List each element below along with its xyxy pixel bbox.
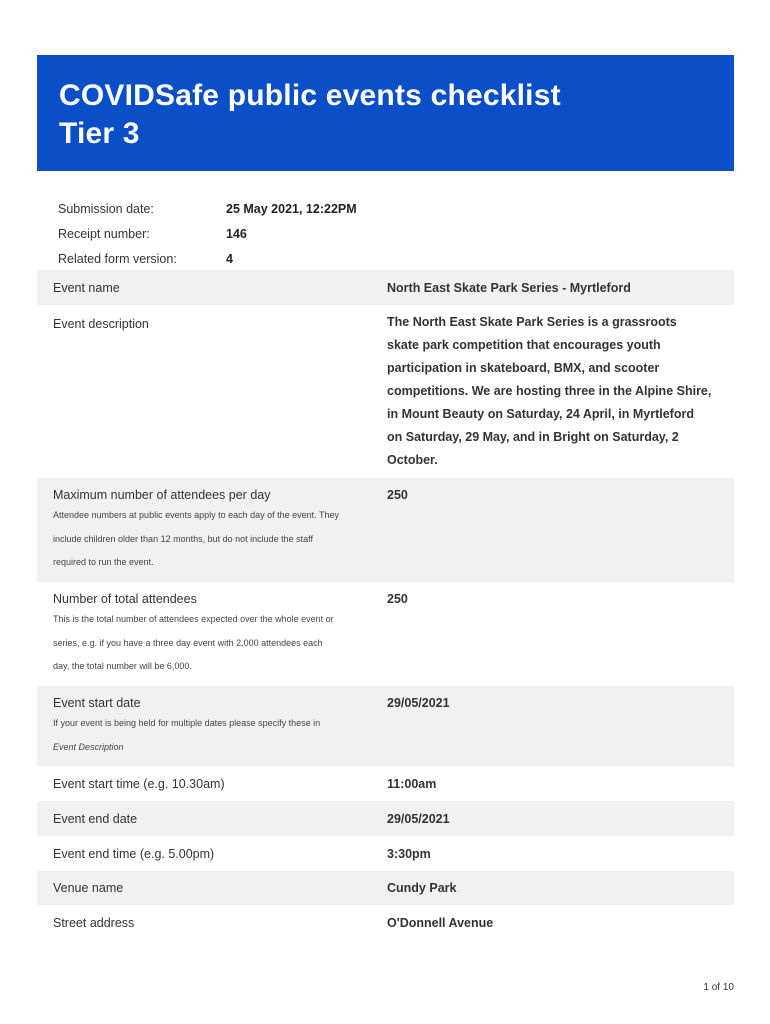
field-row-venue-name [37,871,734,905]
field-row-max-attendees [37,478,734,582]
field-row-end-time [37,836,734,871]
field-label: Event end time (e.g. 5.00pm) [53,846,215,861]
description-line: in Mount Beauty on Saturday, 24 April, in Myrtleford [387,407,694,421]
description-line: competitions. We are hosting three in the Alpine Shire, [387,384,712,398]
field-value: Cundy Park [387,881,457,895]
meta-value: 4 [226,251,233,266]
field-value: North East Skate Park Series - Myrtleford [387,280,631,295]
description-line: skate park competition that encourages youth [387,338,661,352]
meta-value: 25 May 2021, 12:22PM [226,201,357,216]
field-help: series, e.g. if you have a three day event with 2,000 attendees each [53,637,323,648]
field-value: O'Donnell Avenue [387,915,494,930]
field-label: Event start date [53,696,141,710]
field-value: 250 [387,488,408,502]
field-value: 29/05/2021 [387,696,450,710]
meta-row-receipt-number [58,221,558,246]
meta-label: Submission date: [58,201,154,216]
field-value: 11:00am [387,776,437,791]
field-label: Maximum number of attendees per day [53,488,271,502]
field-help-italic: Event Description [53,741,124,752]
form-fields [37,270,734,940]
meta-row-submission-date [58,196,558,221]
field-value [387,311,718,478]
meta-label: Related form version: [58,251,177,266]
field-label: Street address [53,915,135,930]
page-number: 1 of 10 [703,982,734,993]
field-row-start-time [37,766,734,801]
field-label: Event end date [53,811,138,826]
field-row-total-attendees [37,582,734,686]
field-help: If your event is being held for multiple dates please specify these in [53,718,321,728]
field-row-start-date [37,686,734,766]
field-help: day, the total number will be 6,000. [53,661,192,671]
page-title [59,77,712,153]
page-header [37,55,734,171]
title-line-1: COVIDSafe public events checklist [59,79,561,112]
field-value: 29/05/2021 [387,811,450,826]
description-line: on Saturday, 29 May, and in Bright on Saturday, 2 [387,430,679,444]
description-line: participation in skateboard, BMX, and scooter [387,361,660,375]
title-line-2: Tier 3 [59,117,140,150]
field-value: 3:30pm [387,846,431,861]
field-label: Event description [53,317,149,331]
field-help: Attendee numbers at public events apply to each day of the event. They [53,510,340,520]
description-line: October. [387,453,438,467]
field-row-end-date [37,801,734,836]
field-label: Event name [53,280,120,295]
field-row-street-address [37,905,734,940]
description-line: The North East Skate Park Series is a grassroots [387,315,677,329]
meta-value: 146 [226,226,247,241]
field-row-event-description [37,305,734,478]
field-help: required to run the event. [53,557,154,567]
meta-label: Receipt number: [58,226,150,241]
meta-row-form-version [58,246,558,271]
field-label: Venue name [53,881,124,895]
field-help: This is the total number of attendees expected over the whole event or [53,614,334,624]
field-label: Number of total attendees [53,592,197,606]
field-row-event-name [37,270,734,305]
submission-meta [58,196,558,271]
field-value: 250 [387,592,408,606]
field-label: Event start time (e.g. 10.30am) [53,776,225,791]
field-help: include children older than 12 months, but do not include the staff [53,533,314,544]
